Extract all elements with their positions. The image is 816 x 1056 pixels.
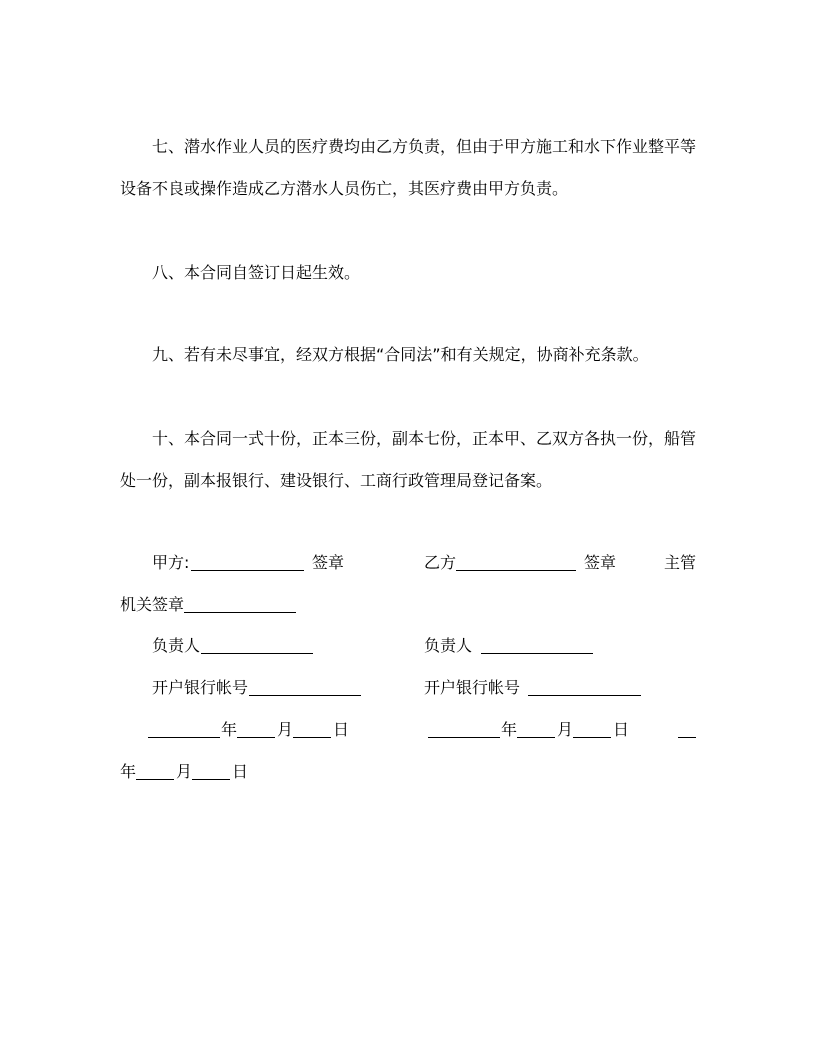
date-a-month-label: 月	[277, 720, 294, 739]
authority-label: 主管	[664, 553, 697, 572]
party-b-label: 乙方	[424, 553, 457, 572]
date-a-month-blank	[237, 737, 275, 738]
authority-seal-blank	[184, 612, 296, 613]
date-a-year-blank	[148, 737, 220, 738]
clause-7-line-1: 七、潜水作业人员的医疗费均由乙方负责，但由于甲方施工和水下作业整平等	[152, 137, 697, 156]
clause-7-line-2: 设备不良或操作造成乙方潜水人员伤亡，其医疗费由甲方负责。	[120, 179, 569, 198]
date-b-month-label: 月	[557, 720, 574, 739]
bank-b-label: 开户银行帐号	[424, 678, 521, 697]
responsible-a-label: 负责人	[152, 636, 201, 655]
date-c-year-label: 年	[120, 762, 137, 781]
responsible-a-blank	[201, 653, 313, 654]
responsible-b-label: 负责人	[424, 636, 473, 655]
date-b-year-label: 年	[501, 720, 518, 739]
date-c-month-label: 月	[176, 762, 193, 781]
date-c-day-blank	[192, 779, 230, 780]
authority-seal-label: 机关签章	[120, 595, 185, 614]
party-a-blank	[191, 570, 304, 571]
date-b-year-blank	[428, 737, 500, 738]
party-a-label: 甲方:	[152, 553, 190, 572]
responsible-b-blank	[481, 653, 593, 654]
bank-b-blank	[528, 695, 641, 696]
seal-b-label: 签章	[584, 553, 617, 572]
date-c-month-blank	[136, 779, 174, 780]
date-c-day-label: 日	[232, 762, 249, 781]
date-a-day-blank	[293, 737, 331, 738]
party-b-blank	[456, 570, 576, 571]
date-a-year-label: 年	[221, 720, 238, 739]
bank-a-blank	[249, 695, 361, 696]
date-b-day-blank	[573, 737, 611, 738]
clause-8: 八、本合同自签订日起生效。	[152, 263, 361, 282]
seal-a-label: 签章	[312, 553, 345, 572]
clause-9: 九、若有未尽事宜，经双方根据“合同法”和有关规定，协商补充条款。	[152, 345, 649, 364]
clause-10-line-2: 处一份，副本报银行、建设银行、工商行政管理局登记备案。	[120, 471, 553, 490]
date-a-day-label: 日	[333, 720, 350, 739]
clause-10-line-1: 十、本合同一式十份，正本三份，副本七份，正本甲、乙双方各执一份，船管	[152, 429, 697, 448]
date-b-day-label: 日	[613, 720, 630, 739]
date-b-month-blank	[517, 737, 555, 738]
bank-a-label: 开户银行帐号	[152, 678, 249, 697]
date-c-year-blank-part-1	[678, 737, 696, 738]
